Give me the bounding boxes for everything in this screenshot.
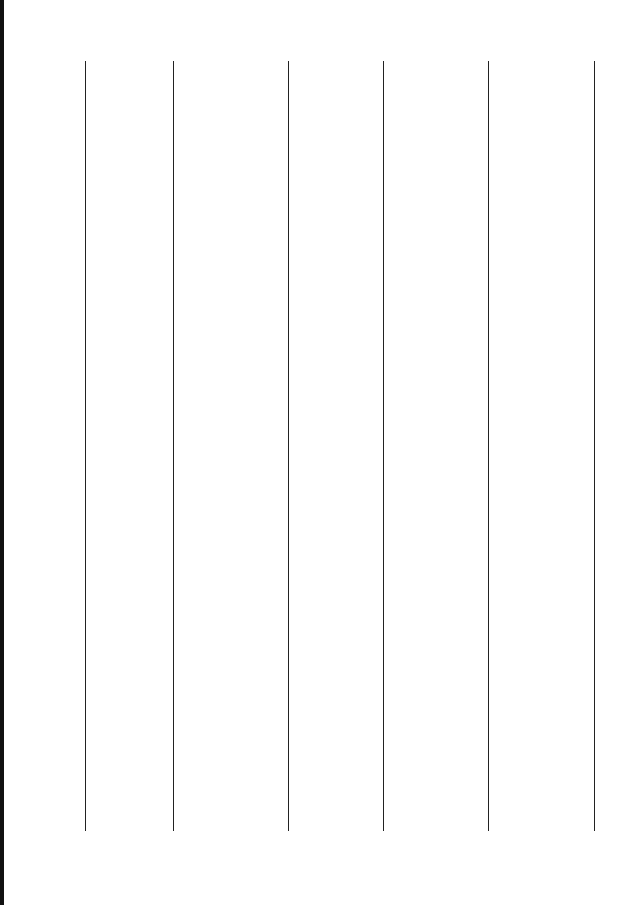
column-divider [383,61,384,831]
table-border-left [85,61,86,831]
column-divider [173,61,174,831]
column-divider [488,61,489,831]
coordinates-table [85,61,595,831]
table-border-right [594,61,595,831]
column-divider [288,61,289,831]
scan-edge-bar [0,0,4,905]
